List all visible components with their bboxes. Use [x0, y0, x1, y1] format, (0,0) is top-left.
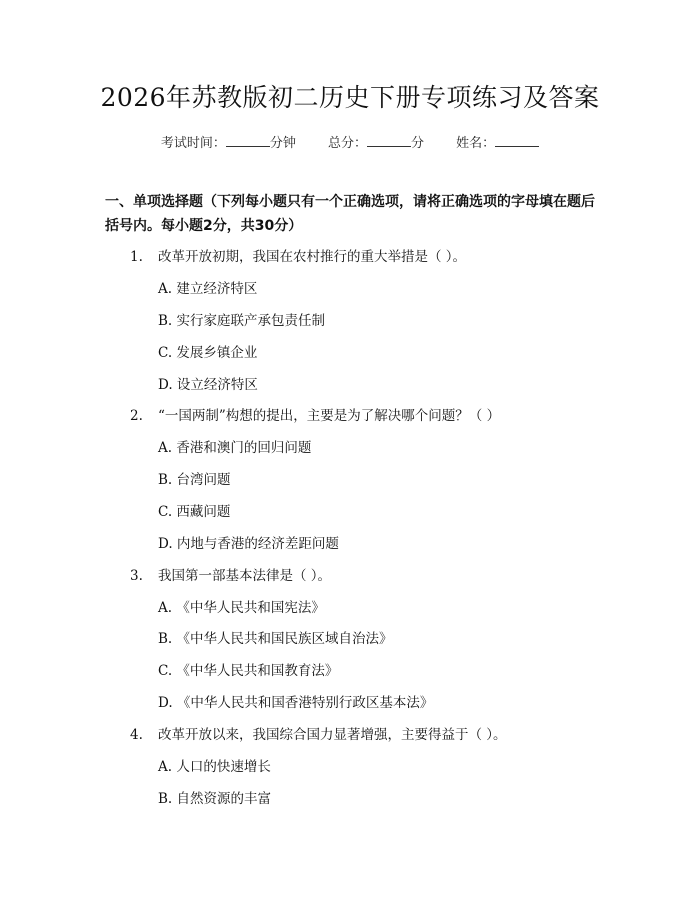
question-2 — [130, 404, 500, 424]
option: D. 内地与香港的经济差距问题 — [158, 536, 339, 552]
question-number: 2. — [130, 408, 143, 424]
option: C. 《中华人民共和国教育法》 — [158, 663, 339, 679]
question-4 — [130, 723, 507, 743]
option: A. 建立经济特区 — [158, 281, 258, 297]
option: D. 设立经济特区 — [158, 377, 258, 393]
question-text: 改革开放初期，我国在农村推行的重大举措是（ ）。 — [158, 249, 467, 265]
option: A. 《中华人民共和国宪法》 — [158, 600, 325, 616]
question-text: “一国两制”构想的提出，主要是为了解决哪个问题？（ ） — [158, 408, 501, 424]
section-heading: 一、单项选择题（下列每小题只有一个正确选项，请将正确选项的字母填在题后括号内。每小题2分，共30分） — [105, 194, 595, 234]
exam-time — [161, 136, 296, 151]
option: D. 《中华人民共和国香港特别行政区基本法》 — [158, 695, 434, 711]
question-number: 3. — [130, 568, 143, 584]
option: B. 《中华人民共和国民族区域自治法》 — [158, 631, 393, 647]
option: B. 实行家庭联产承包责任制 — [158, 313, 326, 329]
exam-name — [456, 136, 539, 151]
option: B. 自然资源的丰富 — [158, 791, 272, 807]
option: C. 西藏问题 — [158, 504, 231, 520]
name-label: 姓名： — [456, 136, 496, 151]
question-text: 我国第一部基本法律是（ ）。 — [158, 568, 332, 584]
exam-score — [328, 136, 424, 151]
score-label: 总分： — [327, 136, 367, 151]
question-1 — [130, 245, 466, 265]
score-unit: 分 — [411, 136, 425, 151]
question-3 — [130, 564, 331, 584]
exam-meta — [0, 132, 700, 151]
question-number: 4. — [130, 727, 143, 743]
score-blank — [367, 134, 411, 147]
option: A. 香港和澳门的回归问题 — [158, 440, 312, 456]
time-unit: 分钟 — [269, 136, 296, 151]
question-text: 改革开放以来，我国综合国力显著增强，主要得益于（ ）。 — [158, 727, 507, 743]
name-blank — [495, 134, 539, 147]
option: C. 发展乡镇企业 — [158, 345, 258, 361]
option: B. 台湾问题 — [158, 472, 231, 488]
option: A. 人口的快速增长 — [158, 759, 271, 775]
time-blank — [226, 134, 270, 147]
time-label: 考试时间： — [160, 136, 226, 151]
question-number: 1. — [130, 249, 143, 265]
page-title: 2026年苏教版初二历史下册专项练习及答案 — [100, 83, 600, 112]
